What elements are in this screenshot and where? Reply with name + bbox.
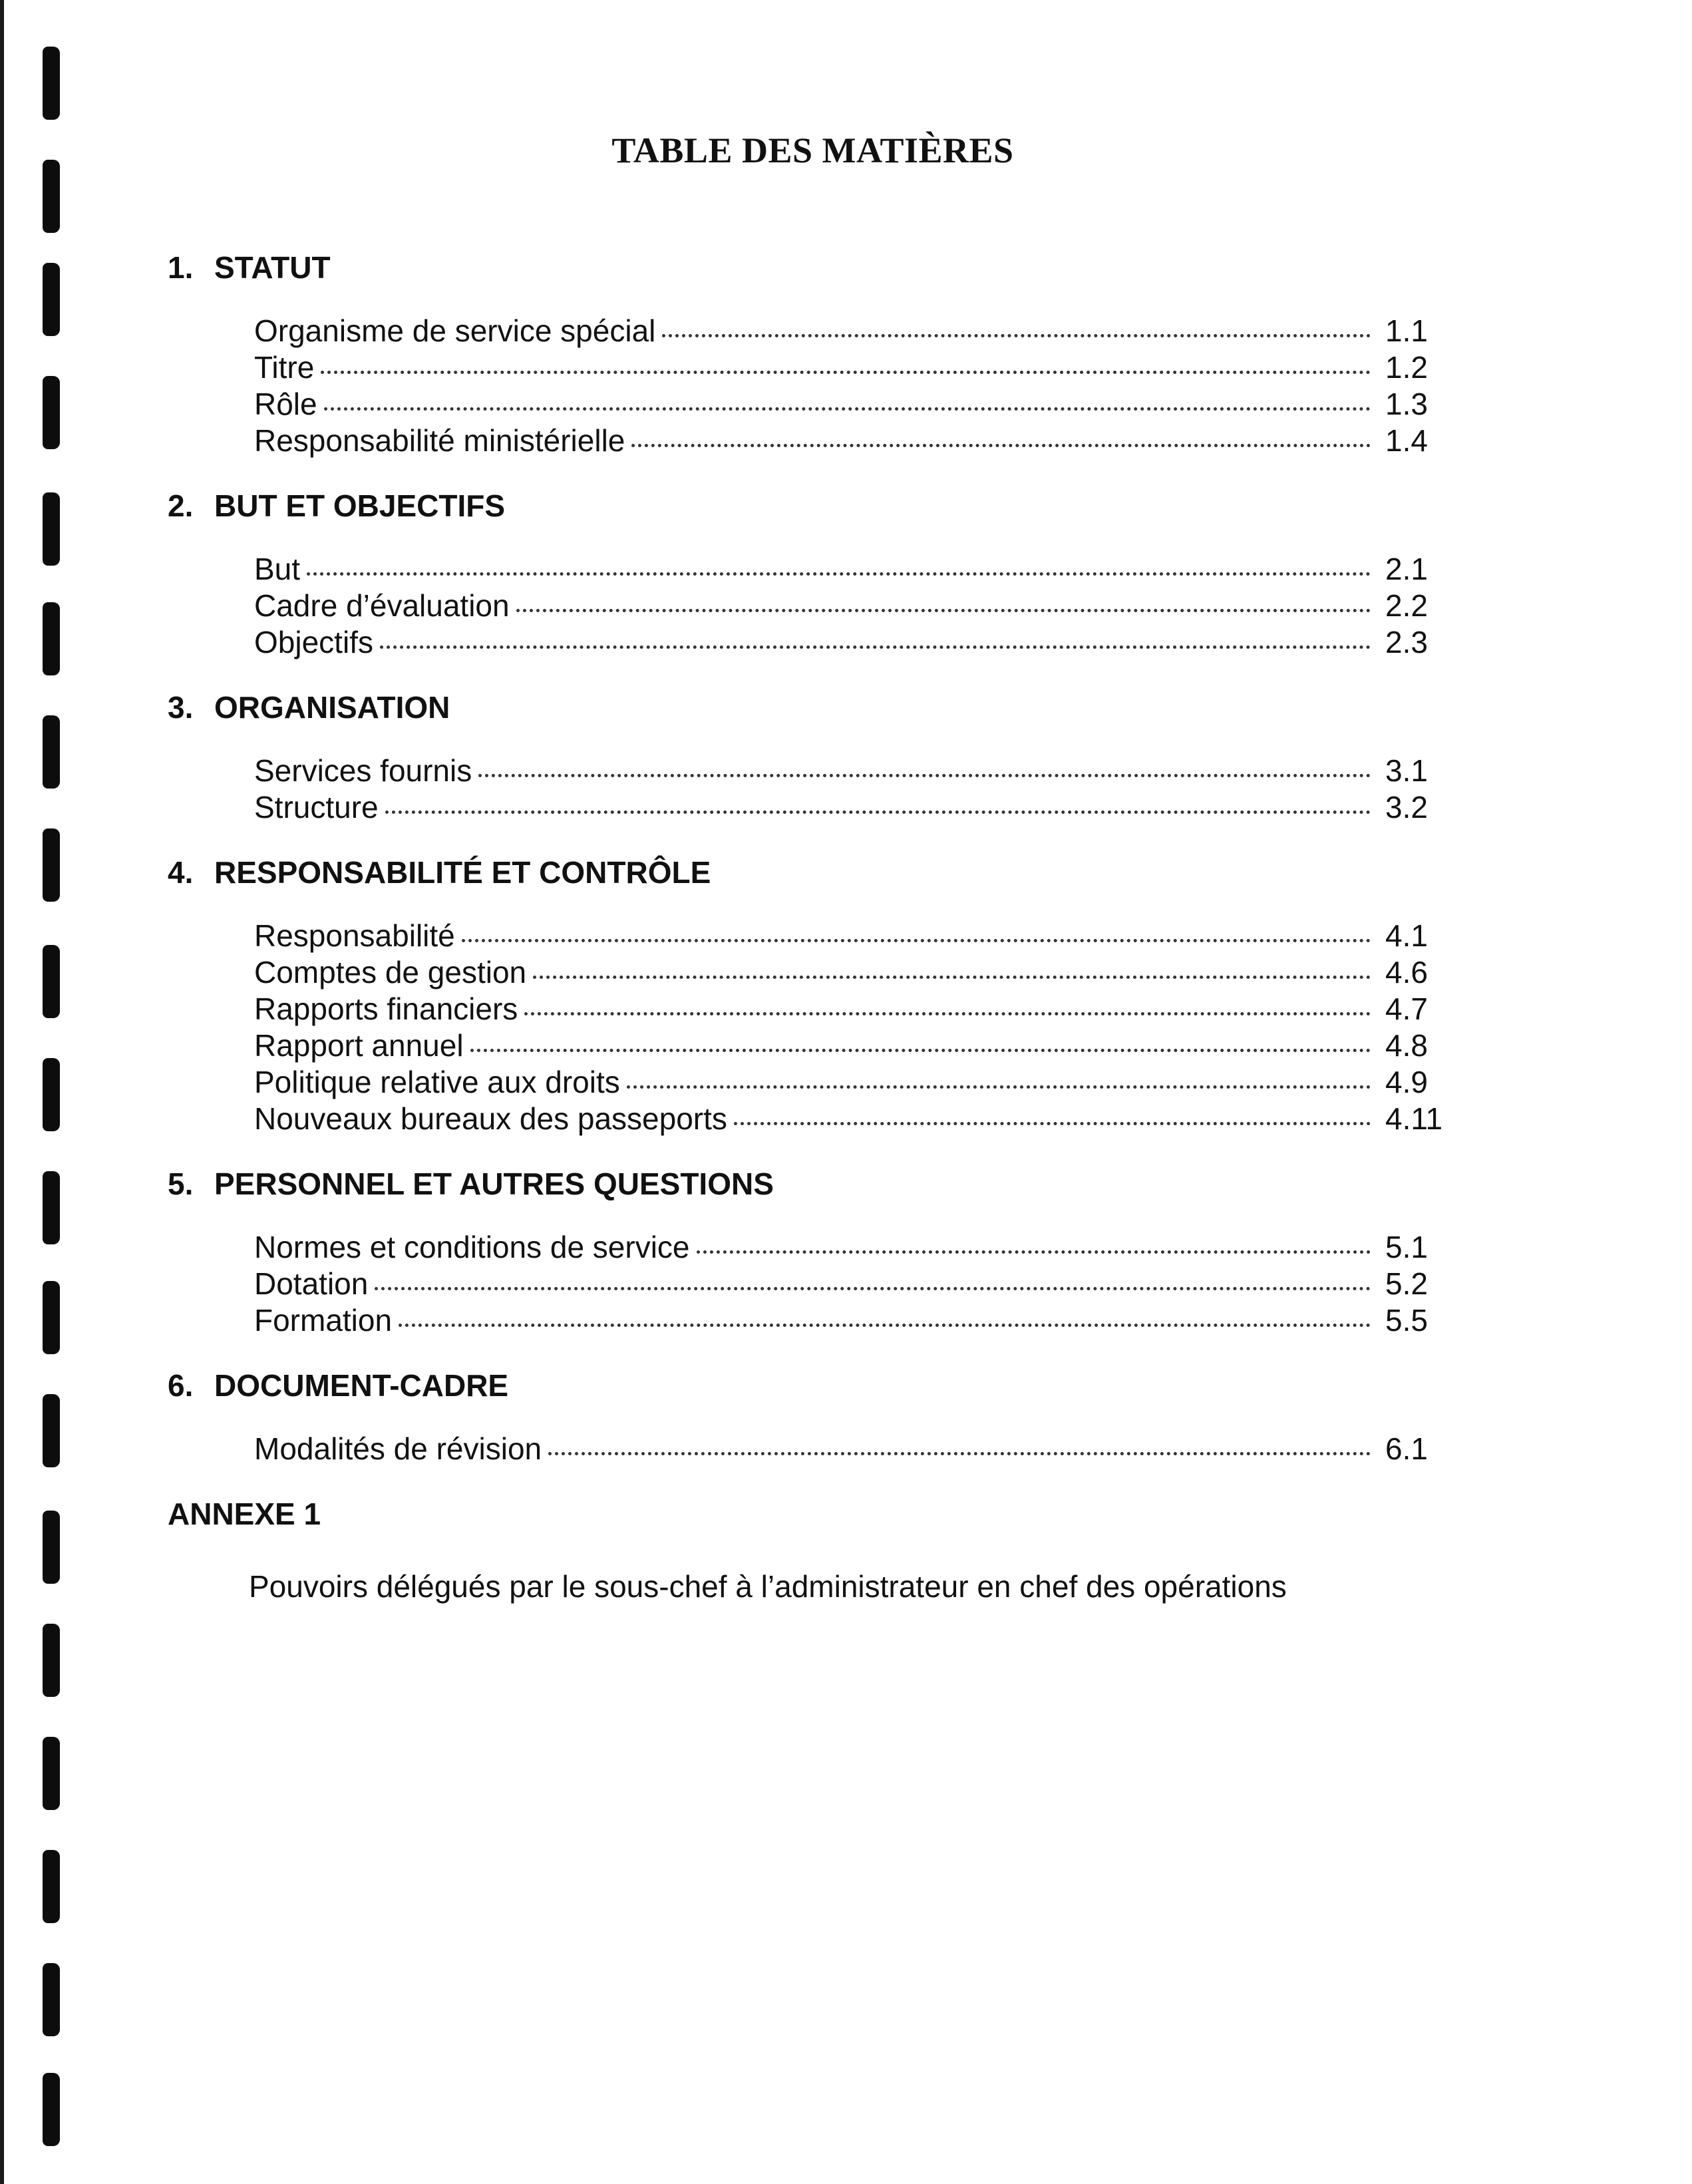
toc-section (168, 486, 1458, 661)
section-title: PERSONNEL ET AUTRES QUESTIONS (214, 1167, 774, 1201)
section-heading (168, 1365, 1458, 1405)
toc-entry[interactable] (254, 789, 1458, 826)
entry-page-number: 3.1 (1385, 753, 1428, 788)
page-title: TABLE DES MATIÈRES (611, 130, 1014, 170)
section-heading (168, 486, 1458, 526)
toc-entry[interactable] (254, 1302, 1458, 1339)
binding-holes (0, 0, 80, 2184)
entry-page-number: 1.2 (1385, 350, 1428, 385)
binding-hole (43, 1394, 60, 1467)
section-entries (254, 918, 1458, 1137)
section-number: 1. (168, 250, 194, 285)
dot-leader (399, 1324, 1371, 1327)
dot-leader (321, 371, 1371, 374)
dot-leader (385, 811, 1371, 814)
toc-entry[interactable] (254, 423, 1458, 459)
binding-hole (43, 1171, 60, 1244)
section-number: 6. (168, 1368, 194, 1403)
entry-label: Objectifs (254, 625, 373, 659)
binding-hole (43, 263, 60, 336)
entry-page-number: 5.2 (1385, 1266, 1428, 1301)
toc-section (168, 852, 1458, 1137)
dot-leader (734, 1122, 1371, 1125)
toc-entry[interactable] (254, 551, 1458, 588)
entry-label: Cadre d’évaluation (254, 588, 510, 623)
entry-page-number: 4.11 (1385, 1101, 1443, 1136)
dot-leader (662, 334, 1371, 337)
entry-label: Titre (254, 350, 315, 385)
entry-label: Responsabilité (254, 918, 455, 953)
binding-hole (43, 492, 60, 566)
entry-label: Organisme de service spécial (254, 313, 656, 348)
entry-page-number: 4.6 (1385, 955, 1428, 990)
dot-leader (548, 1452, 1371, 1455)
toc-entry[interactable] (254, 753, 1458, 789)
dot-leader (516, 609, 1371, 612)
section-entries (254, 313, 1458, 459)
entry-page-number: 4.8 (1385, 1028, 1428, 1063)
binding-hole (43, 1624, 60, 1697)
toc-entry[interactable] (254, 588, 1458, 624)
table-of-contents (168, 248, 1458, 1605)
section-title: RESPONSABILITÉ ET CONTRÔLE (214, 855, 711, 890)
dot-leader (478, 774, 1371, 777)
entry-label: Politique relative aux droits (254, 1065, 620, 1099)
binding-hole (43, 1281, 60, 1354)
toc-entry[interactable] (254, 624, 1458, 661)
section-heading (168, 1164, 1458, 1204)
entry-page-number: 4.7 (1385, 992, 1428, 1026)
dot-leader (307, 572, 1371, 576)
dot-leader (380, 645, 1371, 649)
section-entries (254, 1431, 1458, 1467)
section-number: 2. (168, 488, 194, 523)
toc-entry[interactable] (254, 991, 1458, 1027)
toc-section (168, 1164, 1458, 1339)
entry-page-number: 6.1 (1385, 1431, 1428, 1466)
dot-leader (524, 1012, 1371, 1015)
entry-page-number: 2.3 (1385, 625, 1428, 659)
toc-entry[interactable] (254, 386, 1458, 423)
binding-hole (43, 1850, 60, 1923)
entry-page-number: 4.9 (1385, 1065, 1428, 1099)
dot-leader (324, 407, 1371, 411)
entry-label: Responsabilité ministérielle (254, 423, 625, 458)
toc-section (168, 687, 1458, 826)
binding-hole (43, 602, 60, 675)
dot-leader (697, 1250, 1371, 1254)
section-number: 3. (168, 690, 194, 725)
entry-page-number: 3.2 (1385, 790, 1428, 824)
section-entries (254, 1229, 1458, 1339)
entry-page-number: 2.1 (1385, 552, 1428, 586)
binding-hole (43, 715, 60, 789)
toc-entry[interactable] (254, 1101, 1458, 1137)
toc-section (168, 1365, 1458, 1467)
entry-page-number: 1.1 (1385, 313, 1428, 348)
entry-label: Normes et conditions de service (254, 1230, 690, 1264)
entry-label: Modalités de révision (254, 1431, 542, 1466)
section-entries (254, 753, 1458, 826)
section-title: BUT ET OBJECTIFS (214, 488, 506, 523)
toc-entry[interactable] (254, 918, 1458, 954)
toc-entry[interactable] (254, 1266, 1458, 1302)
entry-label: Structure (254, 790, 379, 824)
section-number: 4. (168, 855, 194, 890)
binding-hole (43, 376, 60, 449)
toc-entry[interactable] (254, 1229, 1458, 1266)
entry-page-number: 1.3 (1385, 387, 1428, 421)
entry-page-number: 5.5 (1385, 1303, 1428, 1338)
binding-hole (43, 1511, 60, 1584)
entry-page-number: 4.1 (1385, 918, 1428, 953)
toc-entry[interactable] (254, 313, 1458, 349)
toc-entry[interactable] (254, 1027, 1458, 1064)
entry-label: But (254, 552, 301, 586)
section-heading (168, 687, 1458, 727)
section-heading (168, 852, 1458, 892)
toc-entry[interactable] (254, 954, 1458, 991)
entry-label: Rôle (254, 387, 317, 421)
section-entries (254, 551, 1458, 661)
section-title: ORGANISATION (214, 690, 450, 725)
dot-leader (462, 939, 1371, 942)
dot-leader (631, 444, 1371, 447)
entry-label: Nouveaux bureaux des passeports (254, 1101, 727, 1136)
toc-section (168, 248, 1458, 459)
binding-hole (43, 945, 60, 1018)
entry-page-number: 2.2 (1385, 588, 1428, 623)
toc-entry[interactable] (254, 1431, 1458, 1467)
binding-hole (43, 47, 60, 120)
entry-label: Dotation (254, 1266, 369, 1301)
entry-label: Rapport annuel (254, 1028, 464, 1063)
toc-entry[interactable] (254, 1064, 1458, 1101)
binding-hole (43, 2073, 60, 2146)
entry-label: Services fournis (254, 753, 472, 788)
entry-page-number: 5.1 (1385, 1230, 1428, 1264)
section-title: STATUT (214, 250, 331, 285)
dot-leader (627, 1085, 1371, 1089)
dot-leader (470, 1049, 1371, 1052)
annex-description[interactable]: Pouvoirs délégués par le sous-chef à l’administrateur en chef des opérations (249, 1569, 1287, 1604)
section-heading (168, 248, 1458, 287)
binding-hole (43, 1963, 60, 2036)
entry-page-number: 1.4 (1385, 423, 1428, 458)
entry-label: Comptes de gestion (254, 955, 527, 990)
dot-leader (533, 976, 1371, 979)
entry-label: Rapports financiers (254, 992, 518, 1026)
binding-hole (43, 828, 60, 902)
toc-entry[interactable] (254, 349, 1458, 386)
section-title: DOCUMENT-CADRE (214, 1368, 509, 1403)
annex-heading: ANNEXE 1 (168, 1497, 321, 1531)
binding-hole (43, 1058, 60, 1131)
section-number: 5. (168, 1167, 194, 1201)
entry-label: Formation (254, 1303, 393, 1338)
dot-leader (375, 1287, 1371, 1290)
binding-hole (43, 1737, 60, 1810)
